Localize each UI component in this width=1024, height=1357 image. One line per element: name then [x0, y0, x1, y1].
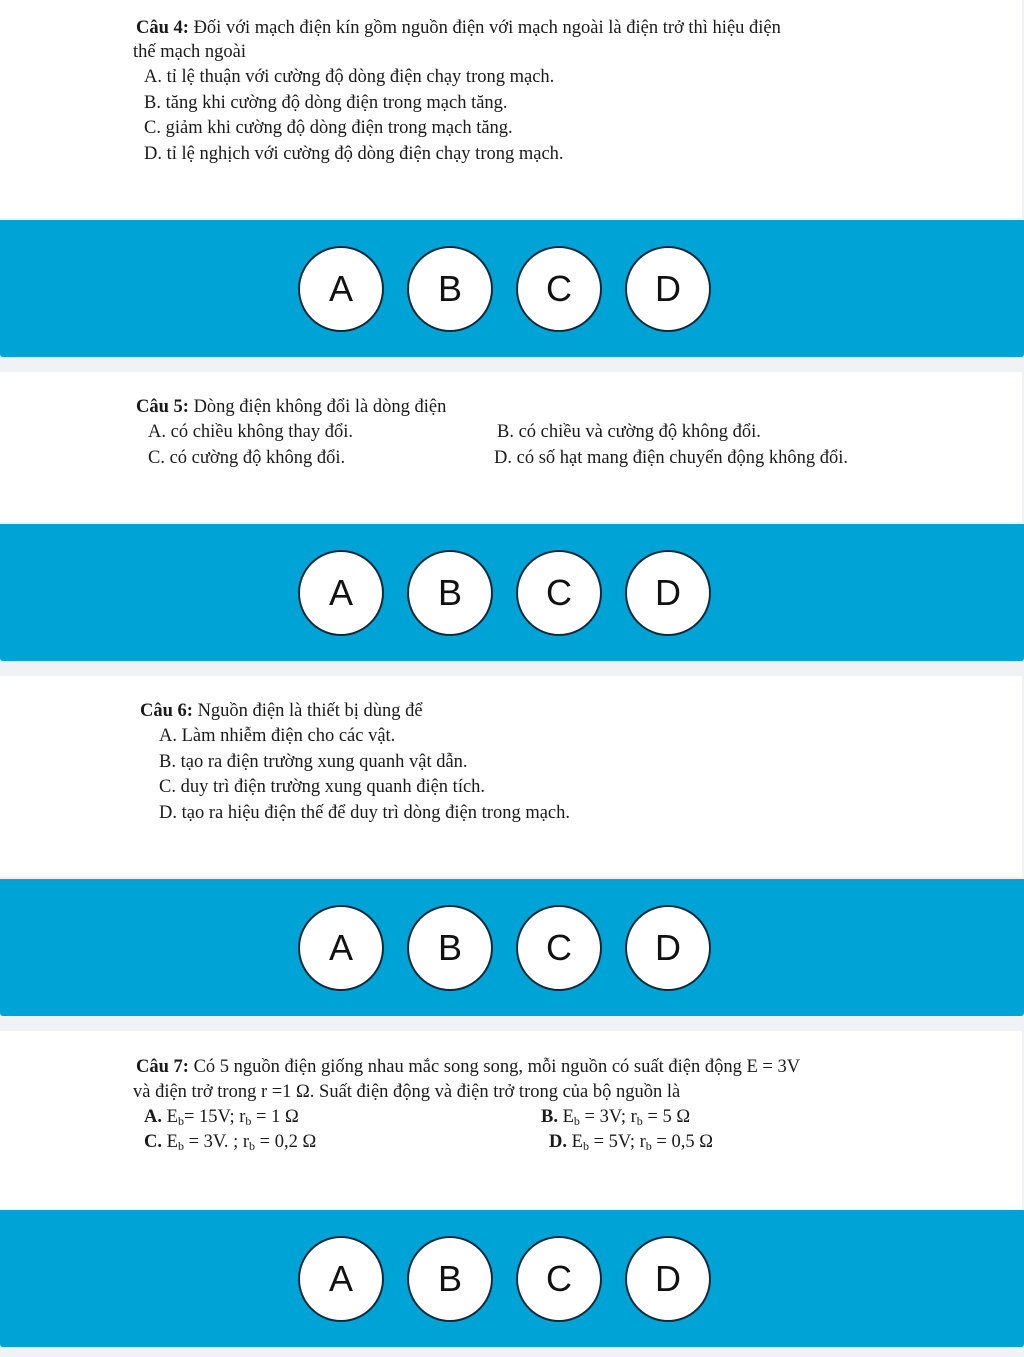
question-card-6 — [0, 676, 1022, 877]
answer-button-c[interactable]: C — [516, 1236, 602, 1322]
question-card-5 — [0, 372, 1022, 522]
answer-band-4 — [0, 220, 1024, 357]
answer-button-c[interactable]: C — [516, 905, 602, 991]
answer-button-b[interactable]: B — [407, 246, 493, 332]
answer-button-a[interactable]: A — [298, 550, 384, 636]
answer-button-d[interactable]: D — [625, 550, 711, 636]
answer-band-7 — [0, 1210, 1024, 1347]
answer-band-6 — [0, 879, 1024, 1016]
option-d: D. có số hạt mang điện chuyển động không đổi. — [494, 448, 849, 468]
question-text — [136, 395, 446, 421]
answer-button-a[interactable]: A — [298, 246, 384, 332]
answer-button-d[interactable]: D — [625, 246, 711, 332]
question-prompt: Đối với mạch điện kín gồm nguồn điện với mạch ngoài là điện trở thì hiệu điện — [193, 18, 781, 38]
answer-button-d[interactable]: D — [625, 905, 711, 991]
answer-button-c[interactable]: C — [516, 550, 602, 636]
question-card-7 — [0, 1031, 1022, 1209]
option-d: D. $E_b = 5V$; $r_b = 0,5$ Ω — [549, 1132, 713, 1153]
option-b: B. có chiều và cường độ không đổi. — [497, 422, 761, 442]
question-number: Câu 6: — [140, 701, 193, 721]
question-number: Câu 7: — [136, 1057, 189, 1077]
option-c: C. có cường độ không đổi. — [148, 448, 346, 468]
answer-button-d[interactable]: D — [625, 1236, 711, 1322]
option-c: C. giảm khi cường độ dòng điện trong mạch tăng. — [144, 118, 513, 138]
question-text — [136, 16, 781, 42]
question-prompt: Nguồn điện là thiết bị dùng để — [197, 701, 423, 721]
answer-button-a[interactable]: A — [298, 1236, 384, 1322]
option-b: B. tăng khi cường độ dòng điện trong mạch tăng. — [144, 93, 508, 113]
question-card-4 — [0, 0, 1022, 218]
answer-button-a[interactable]: A — [298, 905, 384, 991]
option-c: C. duy trì điện trường xung quanh điện tích. — [159, 777, 486, 797]
answer-button-b[interactable]: B — [407, 1236, 493, 1322]
option-a: A. có chiều không thay đổi. — [148, 422, 353, 442]
question-number: Câu 4: — [136, 18, 189, 38]
answer-button-c[interactable]: C — [516, 246, 602, 332]
answer-button-b[interactable]: B — [407, 550, 493, 636]
answer-button-b[interactable]: B — [407, 905, 493, 991]
question-prompt: Dòng điện không đổi là dòng điện — [193, 397, 447, 417]
option-c: C. $E_b = 3V$. ; $r_b = 0,2$ Ω — [144, 1132, 317, 1153]
question-prompt-continued: thế mạch ngoài — [133, 42, 247, 62]
option-d: D. tỉ lệ nghịch với cường độ dòng điện chạy trong mạch. — [144, 144, 564, 164]
option-b: B. $E_b = 3V$; $r_b = 5$ Ω — [541, 1107, 691, 1128]
answer-band-5 — [0, 524, 1024, 661]
option-b: B. tạo ra điện trường xung quanh vật dẫn. — [159, 752, 468, 772]
option-a: A. $E_b= 15V$; $r_b = 1$ Ω — [144, 1107, 299, 1128]
question-number: Câu 5: — [136, 397, 189, 417]
question-text — [140, 699, 423, 725]
option-a: A. Làm nhiễm điện cho các vật. — [159, 726, 396, 746]
option-d: D. tạo ra hiệu điện thế để duy trì dòng điện trong mạch. — [159, 803, 571, 823]
question-prompt: Có 5 nguồn điện giống nhau mắc song song, mỗi nguồn có suất điện động E = 3V — [193, 1057, 801, 1077]
question-prompt-continued: và điện trở trong r =1 Ω. Suất điện động và điện trở trong của bộ nguồn là — [133, 1082, 681, 1102]
option-a: A. tỉ lệ thuận với cường độ dòng điện chạy trong mạch. — [144, 67, 555, 87]
question-text — [136, 1055, 800, 1081]
